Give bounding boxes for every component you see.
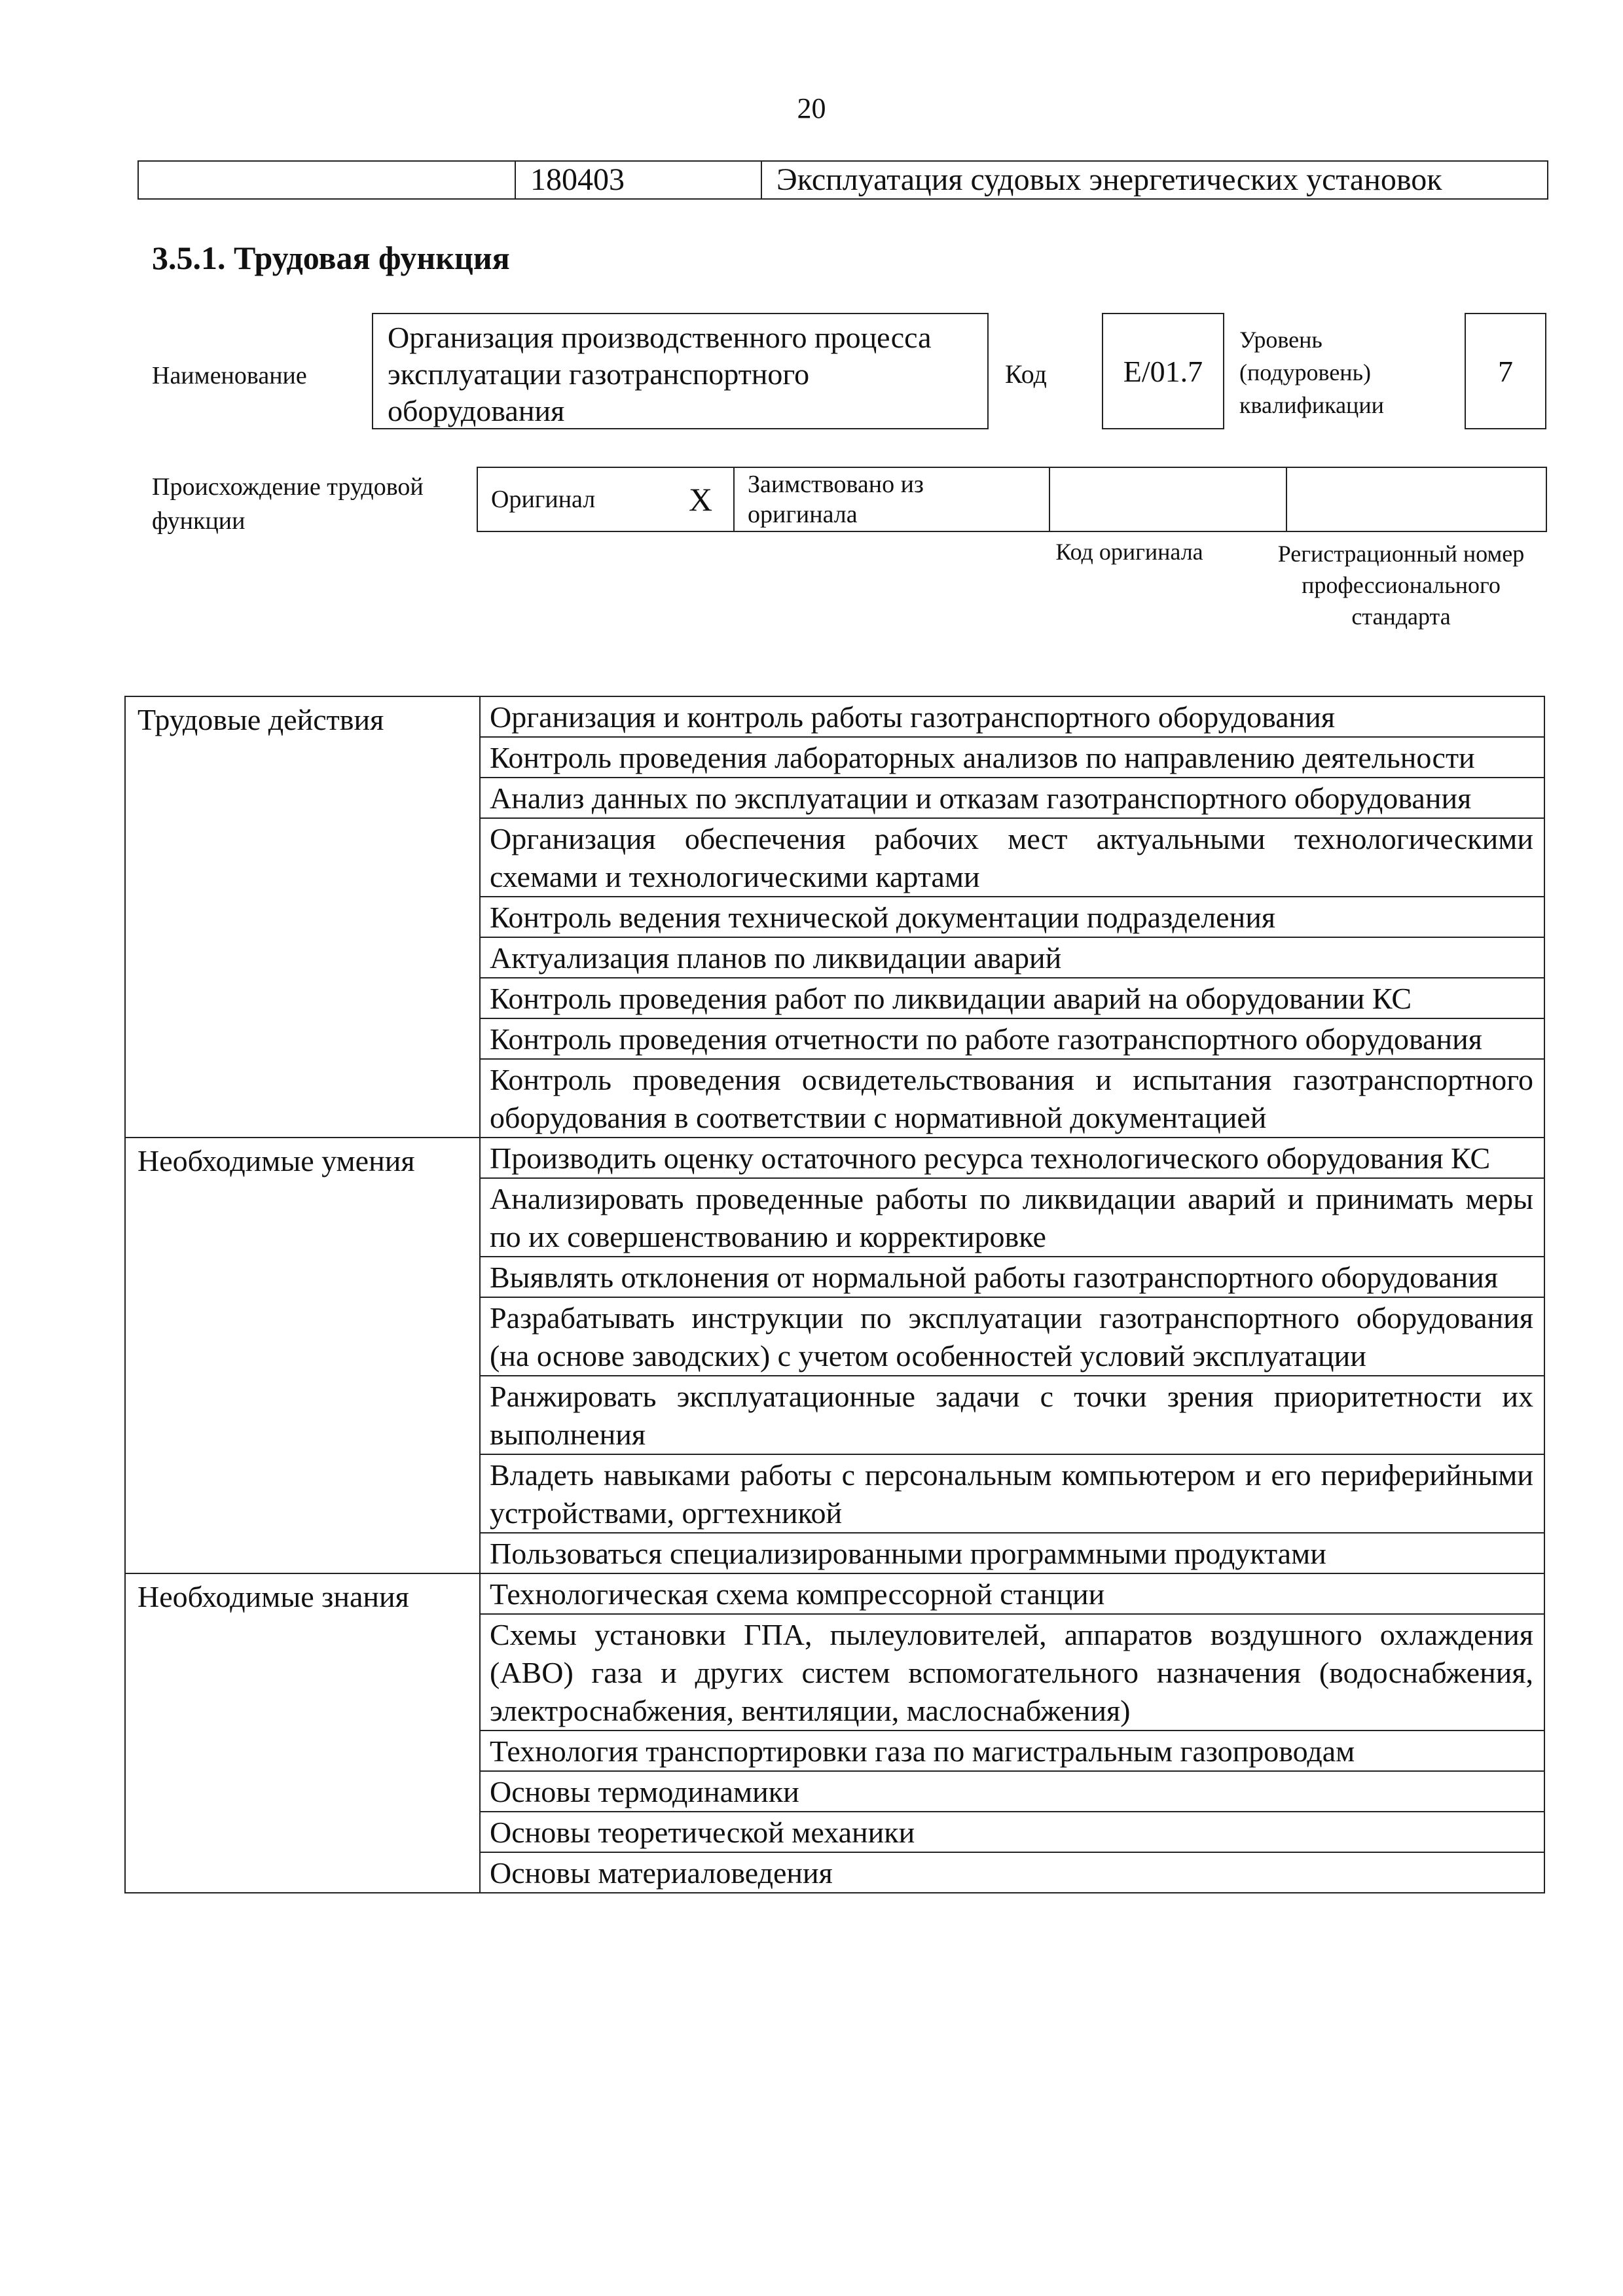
original-mark-cell: X: [668, 467, 734, 531]
requirement-item: Актуализация планов по ликвидации аварий: [480, 937, 1544, 978]
table-row: [125, 1573, 1544, 1614]
requirement-item: Контроль проведения освидетельствования и испытания газотранспортного оборудования в соответствии с нормативной документацией: [480, 1059, 1544, 1138]
category-cell: Трудовые действия: [125, 696, 480, 1138]
requirement-item: Контроль проведения работ по ликвидации аварий на оборудовании КС: [480, 978, 1544, 1018]
main-requirements-table: [124, 696, 1545, 1893]
section-title: 3.5.1. Трудовая функция: [152, 240, 510, 276]
table-row: [125, 696, 1544, 737]
page-number: 20: [797, 92, 826, 124]
borrowed-label-cell: Заимствовано из оригинала: [734, 467, 1049, 531]
origin-table: [477, 467, 1547, 532]
header-row-table: [137, 160, 1548, 200]
requirement-item: Основы материаловедения: [480, 1852, 1544, 1893]
requirement-item: Контроль проведения отчетности по работе газотранспортного оборудования: [480, 1018, 1544, 1059]
requirement-item: Анализировать проведенные работы по ликвидации аварий и принимать меры по их совершенствованию и корректировке: [480, 1178, 1544, 1257]
requirement-item: Организация и контроль работы газотранспортного оборудования: [480, 696, 1544, 737]
header-title-cell: Эксплуатация судовых энергетических установок: [761, 161, 1548, 199]
requirement-item: Анализ данных по эксплуатации и отказам газотранспортного оборудования: [480, 778, 1544, 818]
original-code-caption: Код оригинала: [1055, 539, 1203, 565]
requirement-item: Технологическая схема компрессорной станции: [480, 1573, 1544, 1614]
category-cell: Необходимые знания: [125, 1573, 480, 1893]
code-label: Код: [1005, 359, 1047, 389]
requirement-item: Организация обеспечения рабочих мест актуальными технологическими схемами и технологическими картами: [480, 818, 1544, 897]
function-code-box: E/01.7: [1102, 313, 1224, 429]
requirement-item: Схемы установки ГПА, пылеуловителей, аппаратов воздушного охлаждения (АВО) газа и других систем вспомогательного назначения (водоснабжения, электроснабжения, вентиляции, маслоснабжения): [480, 1614, 1544, 1731]
requirement-item: Основы термодинамики: [480, 1771, 1544, 1812]
requirement-item: Производить оценку остаточного ресурса технологического оборудования КС: [480, 1138, 1544, 1178]
requirement-item: Владеть навыками работы с персональным компьютером и его периферийными устройствами, оргтехникой: [480, 1454, 1544, 1533]
name-label: Наименование: [152, 362, 307, 389]
requirement-item: Пользоваться специализированными программными продуктами: [480, 1533, 1544, 1573]
requirement-item: Технология транспортировки газа по магистральным газопроводам: [480, 1731, 1544, 1771]
header-code-cell: 180403: [515, 161, 761, 199]
requirement-item: Контроль ведения технической документации подразделения: [480, 897, 1544, 937]
requirement-item: Основы теоретической механики: [480, 1812, 1544, 1852]
requirement-item: Ранжировать эксплуатационные задачи с точки зрения приоритетности их выполнения: [480, 1376, 1544, 1454]
header-empty-cell: [138, 161, 515, 199]
requirement-item: Контроль проведения лабораторных анализов по направлению деятельности: [480, 737, 1544, 778]
original-code-cell: [1049, 467, 1286, 531]
requirement-item: Выявлять отклонения от нормальной работы газотранспортного оборудования: [480, 1257, 1544, 1297]
level-value-box: 7: [1465, 313, 1546, 429]
level-label: Уровень (подуровень) квалификации: [1239, 327, 1384, 418]
registration-number-caption: Регистрационный номер профессионального стандарта: [1277, 541, 1525, 630]
function-name-box: Организация производственного процесса эксплуатации газотранспортного оборудования: [372, 313, 989, 429]
table-row: [125, 1138, 1544, 1178]
original-label-cell: Оригинал: [477, 467, 668, 531]
requirement-item: Разрабатывать инструкции по эксплуатации газотранспортного оборудования (на основе заводских) с учетом особенностей условий эксплуатации: [480, 1297, 1544, 1376]
origin-label: Происхождение трудовой функции: [152, 473, 424, 535]
category-cell: Необходимые умения: [125, 1138, 480, 1573]
registration-number-cell: [1286, 467, 1546, 531]
